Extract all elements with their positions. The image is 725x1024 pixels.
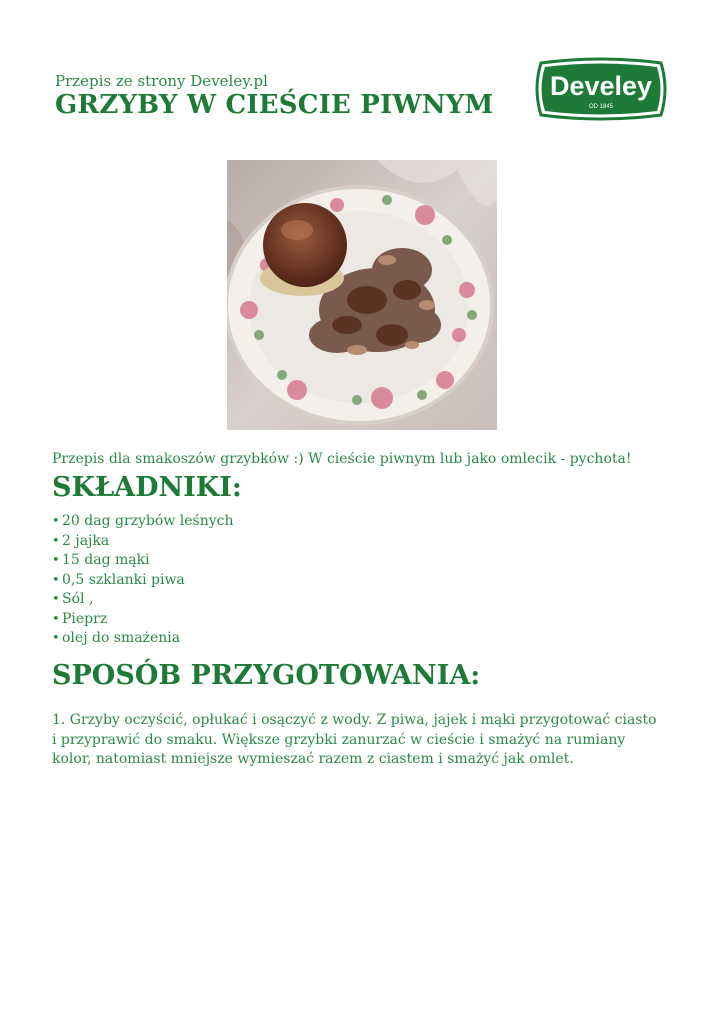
bullet-icon: • <box>52 572 60 588</box>
ingredients-heading: SKŁADNIKI: <box>52 472 242 503</box>
recipe-photo <box>227 160 497 430</box>
ingredients-list <box>52 512 233 649</box>
recipe-intro: Przepis dla smakoszów grzybków :) W cieście piwnym lub jako omlecik - pychota! <box>52 451 632 467</box>
ingredient-item: • olej do smażenia <box>52 629 233 649</box>
ingredient-item: • 20 dag grzybów leśnych <box>52 512 233 532</box>
bullet-icon: • <box>52 592 60 607</box>
logo-since-text: OD 1845 <box>588 104 614 110</box>
ingredient-item: • 0,5 szklanki piwa <box>52 571 233 591</box>
ingredient-item: • 2 jajka <box>52 532 233 552</box>
bullet-icon: • <box>52 533 60 549</box>
method-text: 1. Grzyby oczyścić, opłukać i osączyć z wody. Z piwa, jajek i mąki przygotować ciasto i przyprawić do smaku. Większe grzybki zanurzać w cieście i smażyć na rumiany kolor, natomiast mniejsze wymieszać razem z ciastem i smażyć jak omlet. <box>52 712 657 767</box>
ingredient-item: • 15 dag mąki <box>52 551 233 571</box>
method-heading: SPOSÓB PRZYGOTOWANIA: <box>52 660 481 691</box>
ingredient-item: • Sól , <box>52 590 233 610</box>
logo-brand-text: Develey <box>549 71 653 101</box>
develey-logo <box>533 57 669 121</box>
ingredient-item: • Pieprz <box>52 610 233 630</box>
bullet-icon: • <box>52 611 60 627</box>
bullet-icon: • <box>52 553 60 568</box>
page-title: GRZYBY W CIEŚCIE PIWNYM <box>55 90 494 120</box>
bullet-icon: • <box>52 514 60 529</box>
source-line: Przepis ze strony Develey.pl <box>55 72 268 90</box>
bullet-icon: • <box>52 631 60 646</box>
